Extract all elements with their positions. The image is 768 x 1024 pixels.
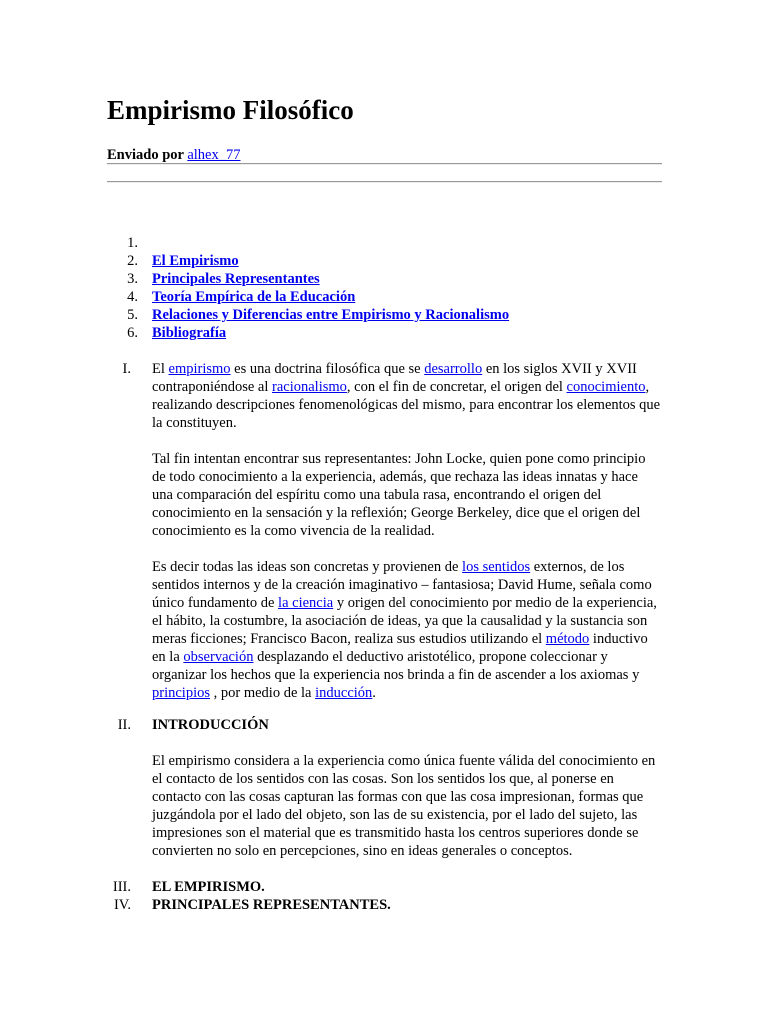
section-number: III. xyxy=(112,879,131,895)
toc-item-number: 1. xyxy=(127,235,138,251)
section-body xyxy=(152,716,662,878)
section-body xyxy=(152,896,662,914)
section-number: II. xyxy=(117,717,131,733)
toc-link-relaciones[interactable]: Relaciones y Diferencias entre Empirismo y Racionalismo xyxy=(152,307,510,323)
link-empirismo[interactable]: empirismo xyxy=(168,361,231,377)
toc-item-number: 3. xyxy=(127,271,138,287)
divider xyxy=(107,163,662,165)
section-number: IV. xyxy=(113,897,131,913)
text-run: , realizando descripciones fenomenológicas del mismo, para encontrar los elementos que la constituyen. xyxy=(152,379,661,431)
divider xyxy=(107,181,662,183)
text-run: externos, de los sentidos internos y de la creación imaginativo – fantasiosa; David Hume, señala como único fundamento de xyxy=(152,559,652,611)
link-principios[interactable]: principios xyxy=(152,685,210,701)
text-run: Es decir todas las ideas son concretas y provienen de xyxy=(152,559,463,575)
link-metodo[interactable]: método xyxy=(545,631,590,647)
text-run: en los siglos XVII y XVII contraponiéndose al xyxy=(152,361,637,395)
toc-item-number: 6. xyxy=(127,325,138,341)
text-run: es una doctrina filosófica que se xyxy=(230,361,425,377)
paragraph: El empirismo considera a la experiencia como única fuente válida del conocimiento en el contacto de los sentidos con las cosas. Son los sentidos los que, al ponerse en contacto con las cosas capturan las formas con que las cosa impresionan, formas que juzgándola por el lado del objeto, son las de su existencia, por el lado del sujeto, las impresiones son el material que es transmitido hasta los centros superiores donde se convierten no solo en percepciones, sino en ideas generales o conceptos. xyxy=(152,753,656,859)
page-title: Empirismo Filosófico xyxy=(107,95,354,125)
link-desarrollo[interactable]: desarrollo xyxy=(424,361,483,377)
toc-link-empirismo[interactable]: El Empirismo xyxy=(152,253,239,269)
section-heading: INTRODUCCIÓN xyxy=(152,717,269,733)
text-run: desplazando el deductivo aristotélico, propone coleccionar y organizar los hechos que la experiencia nos brinda a fin de ascender a los axiomas y xyxy=(152,649,640,683)
section-body xyxy=(152,878,662,896)
paragraph xyxy=(152,360,662,432)
text-run: y origen del conocimiento por medio de la experiencia, el hábito, la costumbre, la asociación de ideas, ya que la causalidad y la sustancia son meras ficciones; Francisco Bacon, realiza sus estudios utilizando el xyxy=(152,595,657,647)
link-conocimiento[interactable]: conocimiento xyxy=(566,379,646,395)
toc-link-representantes[interactable]: Principales Representantes xyxy=(152,271,320,287)
toc-item-number: 4. xyxy=(127,289,138,305)
section-number: I. xyxy=(122,361,131,377)
link-induccion[interactable]: inducción xyxy=(315,685,373,701)
byline-prefix: Enviado por xyxy=(107,147,184,163)
toc-item-number: 2. xyxy=(127,253,138,269)
toc-link-bibliografia[interactable]: Bibliografía xyxy=(152,325,227,341)
toc-link-teoria-empirica[interactable]: Teoría Empírica de la Educación xyxy=(152,289,356,305)
byline xyxy=(107,146,240,164)
link-observacion[interactable]: observación xyxy=(183,649,254,665)
paragraph: Tal fin intentan encontrar sus representantes: John Locke, quien pone como principio de todo conocimiento a la experiencia, además, que rechaza las ideas innatas y hace una comparación del espíritu como una tabula rasa, encontrando el origen del conocimiento en la sensación y la reflexión; George Berkeley, dice que el origen del conocimiento es la como vivencia de la realidad. xyxy=(152,451,646,539)
section-heading: PRINCIPALES REPRESENTANTES. xyxy=(152,897,391,913)
link-la-ciencia[interactable]: la ciencia xyxy=(278,595,334,611)
text-run: , por medio de la xyxy=(210,685,316,701)
section-body xyxy=(152,360,662,720)
toc-item-number: 5. xyxy=(127,307,138,323)
text-run: inductivo en la xyxy=(152,631,648,665)
text-run: . xyxy=(372,685,376,701)
text-run: El xyxy=(152,361,169,377)
paragraph xyxy=(152,558,662,702)
author-link[interactable]: alhex_77 xyxy=(187,147,241,163)
link-racionalismo[interactable]: racionalismo xyxy=(272,379,347,395)
text-run: , con el fin de concretar, el origen del xyxy=(346,379,567,395)
section-heading: EL EMPIRISMO. xyxy=(152,879,265,895)
link-los-sentidos[interactable]: los sentidos xyxy=(462,559,531,575)
